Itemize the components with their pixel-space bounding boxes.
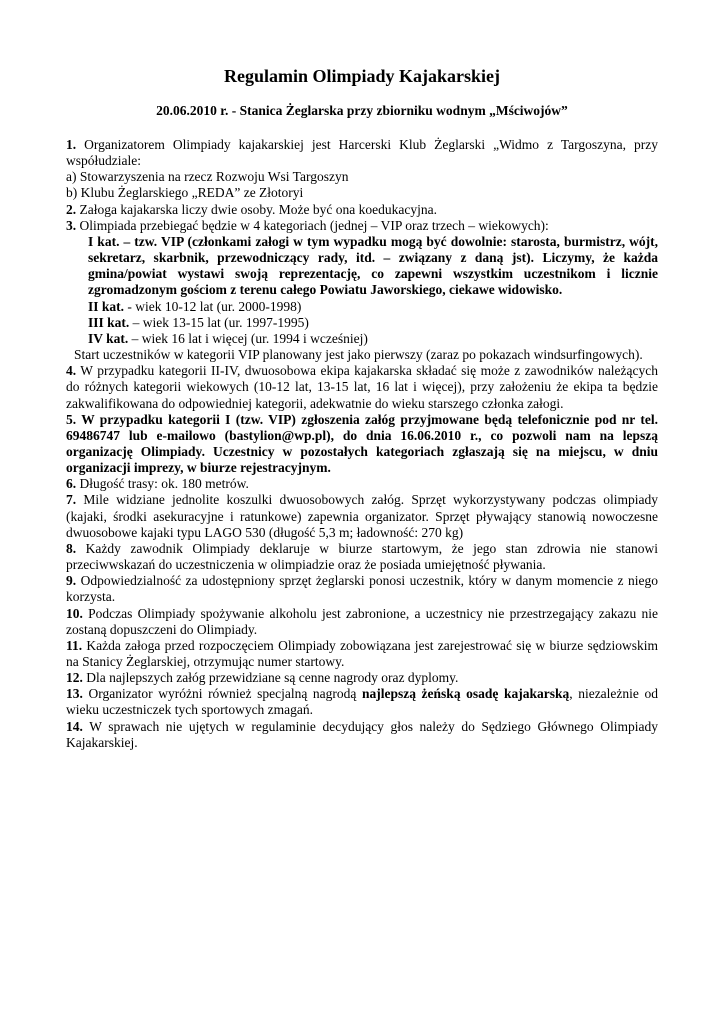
rule-14 [66, 719, 658, 751]
category-1-vip: I kat. – tzw. VIP (członkami załogi w tym wypadku mogą być dowolnie: starosta, burmistrz, wójt, sekretarz, skarbnik, przewodniczący rady, itd. – związany z daną jst). Liczymy, że każda gmina/powiat wystawi swoją reprezentację, co zapewni wszystkim uczestnikom i licznie zgromadzonym gościom z terenu całego Powiatu Jaworskiego, ciekawe widowisko. [88, 233, 658, 298]
rule-number: 13. [66, 686, 83, 702]
rule-text: W sprawach nie ujętych w regulaminie decydujący głos należy do Sędziego Głównego Olimpiady Kajakarskiej. [66, 718, 658, 750]
rule-text: Długość trasy: ok. 180 metrów. [76, 476, 249, 492]
rule-text: Każda załoga przed rozpoczęciem Olimpiady zobowiązana jest zarejestrować się w biurze sędziowskim na Stanicy Żeglarskiej, otrzymując numer startowy. [66, 637, 658, 669]
rule-number: 7. [66, 492, 77, 508]
rule-number: 6. [66, 476, 77, 492]
rule-text-emphasis: najlepszą żeńską osadę kajakarską [361, 686, 570, 702]
rule-6 [66, 476, 658, 492]
rule-13 [66, 686, 658, 718]
rule-4 [66, 363, 658, 411]
rule-number: 10. [66, 605, 83, 621]
rule-9 [66, 573, 658, 605]
rule-text: Olimpiada przebiegać będzie w 4 kategoriach (jednej – VIP oraz trzech – wiekowych): [76, 217, 549, 233]
rule-number: 8. [66, 540, 77, 556]
category-text: - wiek 10-12 lat (ur. 2000-1998) [124, 298, 302, 314]
document-title: Regulamin Olimpiady Kajakarskiej [223, 66, 501, 86]
category-2 [66, 299, 658, 315]
rule-text: W przypadku kategorii II-IV, dwuosobowa ekipa kajakarska składać się może z zawodników należących do różnych kategorii wiekowych (10-12 lat, 13-15 lat, 16 lat i więcej), przy założeniu że ekipa ta będzie zakwalifikowana do odpowiedniej kategorii, adekwatnie do wieku starszego członka załogi. [66, 363, 658, 411]
rule-number: 4. [66, 363, 77, 379]
rule-text: Organizatorem Olimpiady kajakarskiej jest Harcerski Klub Żeglarski „Widmo z Targoszyna, przy współudziale: [66, 137, 658, 169]
rule-2 [66, 202, 658, 218]
category-text: – wiek 13-15 lat (ur. 1997-1995) [129, 314, 309, 330]
rule-text: Każdy zawodnik Olimpiady deklaruje w biurze startowym, że jego stan zdrowia nie stanowi przeciwwskazań do uczestniczenia w olimpiadzie oraz że posiada umiejętność pływania. [66, 540, 658, 573]
rule-7 [66, 492, 658, 540]
rule-1-item-a: a) Stowarzyszenia na rzecz Rozwoju Wsi Targoszyn [66, 169, 349, 185]
category-label: II kat. [88, 298, 125, 314]
rule-text: Podczas Olimpiady spożywanie alkoholu jest zabronione, a uczestnicy nie przestrzegający zakazu nie zostaną dopuszczeni do Olimpiady. [66, 605, 658, 637]
rule-10 [66, 606, 658, 638]
category-label: IV kat. [88, 330, 129, 346]
rule-text: Załoga kajakarska liczy dwie osoby. Może być ona koedukacyjna. [76, 201, 437, 217]
rule-8 [66, 541, 658, 573]
rule-number: 2. [66, 201, 77, 217]
rule-1 [66, 137, 658, 169]
rule-number: 1. [66, 137, 77, 152]
category-3 [66, 315, 658, 331]
rule-text: Odpowiedzialność za udostępniony sprzęt żeglarski ponosi uczestnik, który w danym momencie z niego korzysta. [66, 573, 658, 605]
rule-number: 12. [66, 670, 83, 686]
regulations-body [66, 137, 658, 751]
rule-12 [66, 670, 658, 686]
rule-number: 9. [66, 573, 77, 589]
rule-number: 11. [66, 637, 83, 653]
rule-text: Mile widziane jednolite koszulki dwuosobowych załóg. Sprzęt wykorzystywany podczas olimpiady (kajaki, środki asekuracyjne i ratunkowe) zapewnia organizator. Sprzęt pływający stanowią nowoczesne dwuosobowe kajaki typu LAGO 530 (długość 5,3 m; ładowność: 270 kg) [66, 492, 658, 540]
rule-number: 14. [66, 718, 83, 734]
category-4 [66, 331, 658, 347]
rule-5: 5. W przypadku kategorii I (tzw. VIP) zgłoszenia załóg przyjmowane będą telefonicznie pod nr tel. 69486747 lub e-mailowo (bastylion@wp.pl), do dnia 16.06.2010 r., co pozwoli nam na lepszą organizację Olimpiady. Uczestnicy w pozostałych kategoriach zgłaszają się na miejscu, w dniu organizacji imprezy, w biurze rejestracyjnym. [66, 411, 658, 476]
category-text: – wiek 16 lat i więcej (ur. 1994 i wcześniej) [128, 330, 368, 346]
category-label: III kat. [88, 314, 130, 330]
rule-text: Organizator wyróżni również specjalną nagrodą [82, 686, 362, 702]
document-subtitle: 20.06.2010 r. - Stanica Żeglarska przy zbiorniku wodnym „Mściwojów” [156, 103, 568, 118]
rule-text: , niezależnie od wieku uczestniczek tych sportowych zmagań. [66, 686, 658, 718]
rule-3 [66, 218, 658, 234]
start-order-note: Start uczestników w kategorii VIP planowany jest jako pierwszy (zaraz po pokazach windsurfingowych). [74, 347, 643, 363]
rule-number: 3. [66, 217, 77, 233]
rule-text: Dla najlepszych załóg przewidziane są cenne nagrody oraz dyplomy. [82, 670, 459, 686]
rule-1-item-b: b) Klubu Żeglarskiego „REDA” ze Złotoryi [66, 185, 304, 201]
rule-11 [66, 638, 658, 670]
